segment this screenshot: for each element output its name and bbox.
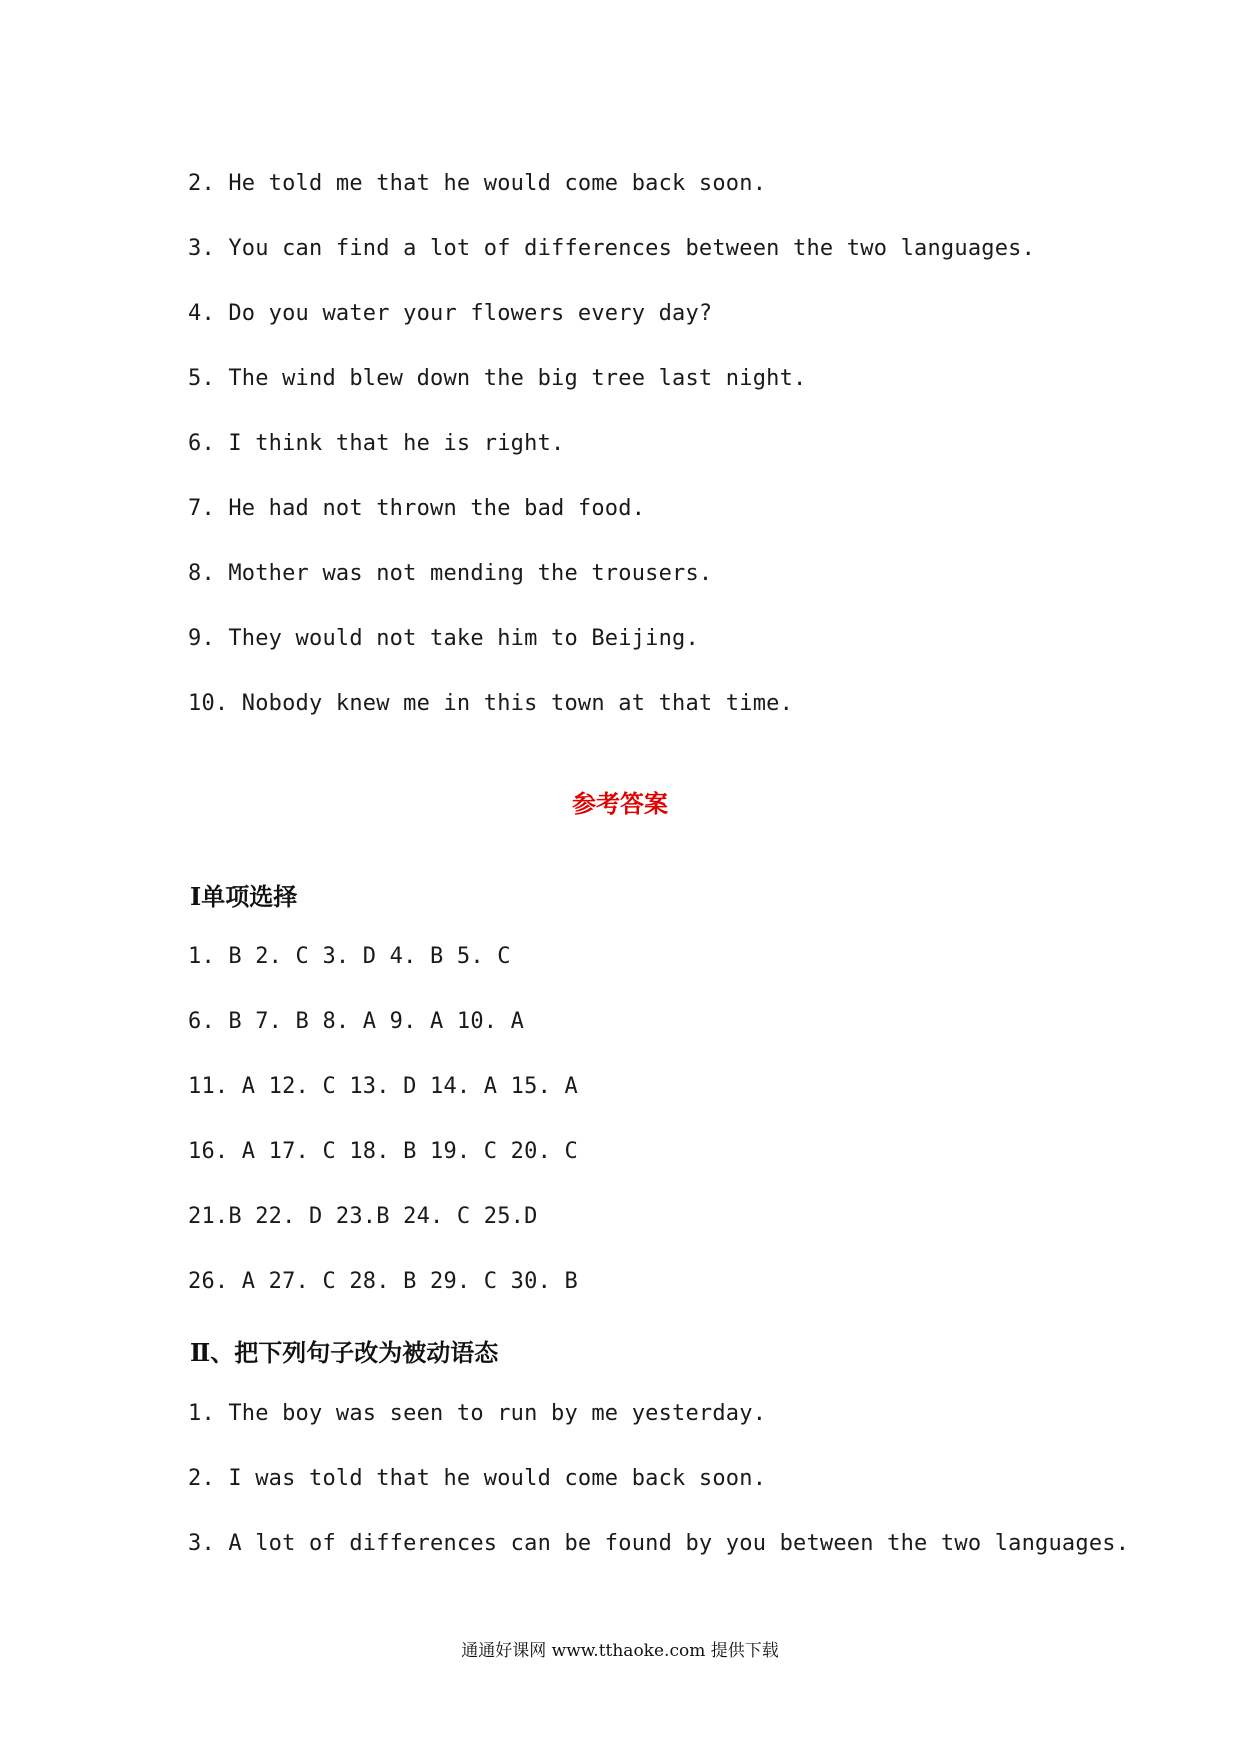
exercise-line-6: 6. I think that he is right. — [188, 431, 565, 456]
answer-key-title: 参考答案 — [572, 789, 668, 818]
exercise-line-9: 9. They would not take him to Beijing. — [188, 626, 699, 651]
answer-row: 6. B 7. B 8. A 9. A 10. A — [188, 1009, 525, 1034]
exercise-line-10: 10. Nobody knew me in this town at that time. — [188, 691, 794, 716]
passive-answer-line: 3. A lot of differences can be found by you between the two languages. — [188, 1531, 1130, 1556]
exercise-line-8: 8. Mother was not mending the trousers. — [188, 561, 713, 586]
answer-row: 11. A 12. C 13. D 14. A 15. A — [188, 1074, 578, 1099]
answer-row: 26. A 27. C 28. B 29. C 30. B — [188, 1269, 578, 1294]
exercise-line-5: 5. The wind blew down the big tree last night. — [188, 366, 807, 391]
answer-row: 1. B 2. C 3. D 4. B 5. C — [188, 944, 511, 969]
answer-row: 21.B 22. D 23.B 24. C 25.D — [188, 1204, 538, 1229]
exercise-line-4: 4. Do you water your flowers every day? — [188, 301, 713, 326]
passive-answer-line: 2. I was told that he would come back soon. — [188, 1466, 767, 1491]
section-2-heading: Ⅱ、把下列句子改为被动语态 — [190, 1338, 499, 1367]
exercise-line-7: 7. He had not thrown the bad food. — [188, 496, 646, 521]
section-1-heading: Ⅰ单项选择 — [190, 882, 298, 911]
exercise-line-3: 3. You can find a lot of differences between the two languages. — [188, 236, 1036, 261]
exercise-line-2: 2. He told me that he would come back soon. — [188, 171, 767, 196]
passive-answer-line: 1. The boy was seen to run by me yesterday. — [188, 1401, 767, 1426]
answer-row: 16. A 17. C 18. B 19. C 20. C — [188, 1139, 578, 1164]
page-footer: 通通好课网 www.tthaoke.com 提供下载 — [461, 1641, 779, 1661]
